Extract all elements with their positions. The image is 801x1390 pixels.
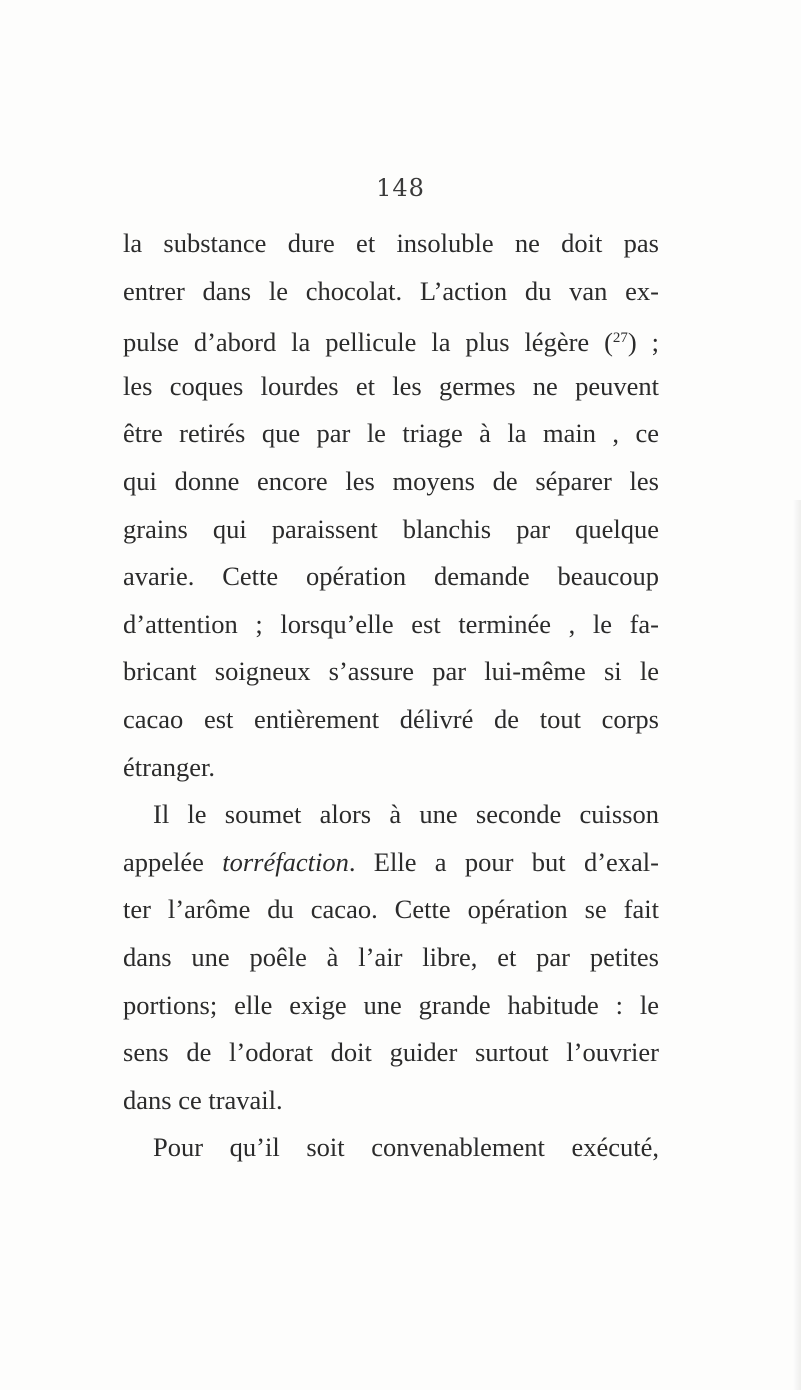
- body-text: [123, 220, 659, 1172]
- text-line: les coques lourdes et les germes ne peuvent: [123, 370, 659, 401]
- text-line: [123, 315, 659, 363]
- text-line: [123, 839, 659, 887]
- italic-term: torréfaction: [222, 846, 349, 877]
- page-edge-shadow: [793, 500, 801, 1390]
- text-line: entrer dans le chocolat. L’action du van ex-: [123, 275, 659, 306]
- text-segment: . Elle a pour but d’exal-: [348, 846, 659, 877]
- text-line: d’attention ; lorsqu’elle est terminée , le fa-: [123, 608, 659, 639]
- text-line: étranger.: [123, 751, 215, 782]
- text-line: avarie. Cette opération demande beaucoup: [123, 561, 659, 592]
- text-line: ter l’arôme du cacao. Cette opération se fait: [123, 894, 659, 925]
- text-line: la substance dure et insoluble ne doit pas: [123, 228, 659, 258]
- text-line: dans ce travail.: [123, 1084, 283, 1115]
- text-line: grains qui paraissent blanchis par quelque: [123, 513, 659, 544]
- text-segment: appelée: [123, 846, 223, 877]
- text-line: Pour qu’il soit convenablement exécuté,: [153, 1132, 659, 1163]
- footnote-reference: 27: [612, 330, 628, 347]
- text-line: bricant soigneux s’assure par lui-même si le: [123, 656, 659, 687]
- text-segment: pulse d’abord la pellicule la plus légère (: [123, 327, 613, 358]
- text-line: qui donne encore les moyens de séparer les: [123, 465, 659, 496]
- text-line: portions; elle exige une grande habitude : le: [123, 989, 659, 1020]
- text-line: cacao est entièrement délivré de tout corps: [123, 703, 659, 734]
- text-line: sens de l’odorat doit guider surtout l’ouvrier: [123, 1037, 659, 1068]
- text-line: être retirés que par le triage à la main , ce: [123, 418, 659, 449]
- text-line: dans une poêle à l’air libre, et par petites: [123, 941, 659, 972]
- text-line: Il le soumet alors à une seconde cuisson: [153, 799, 659, 830]
- text-segment: ) ;: [627, 327, 659, 358]
- page-number: 148: [376, 174, 425, 202]
